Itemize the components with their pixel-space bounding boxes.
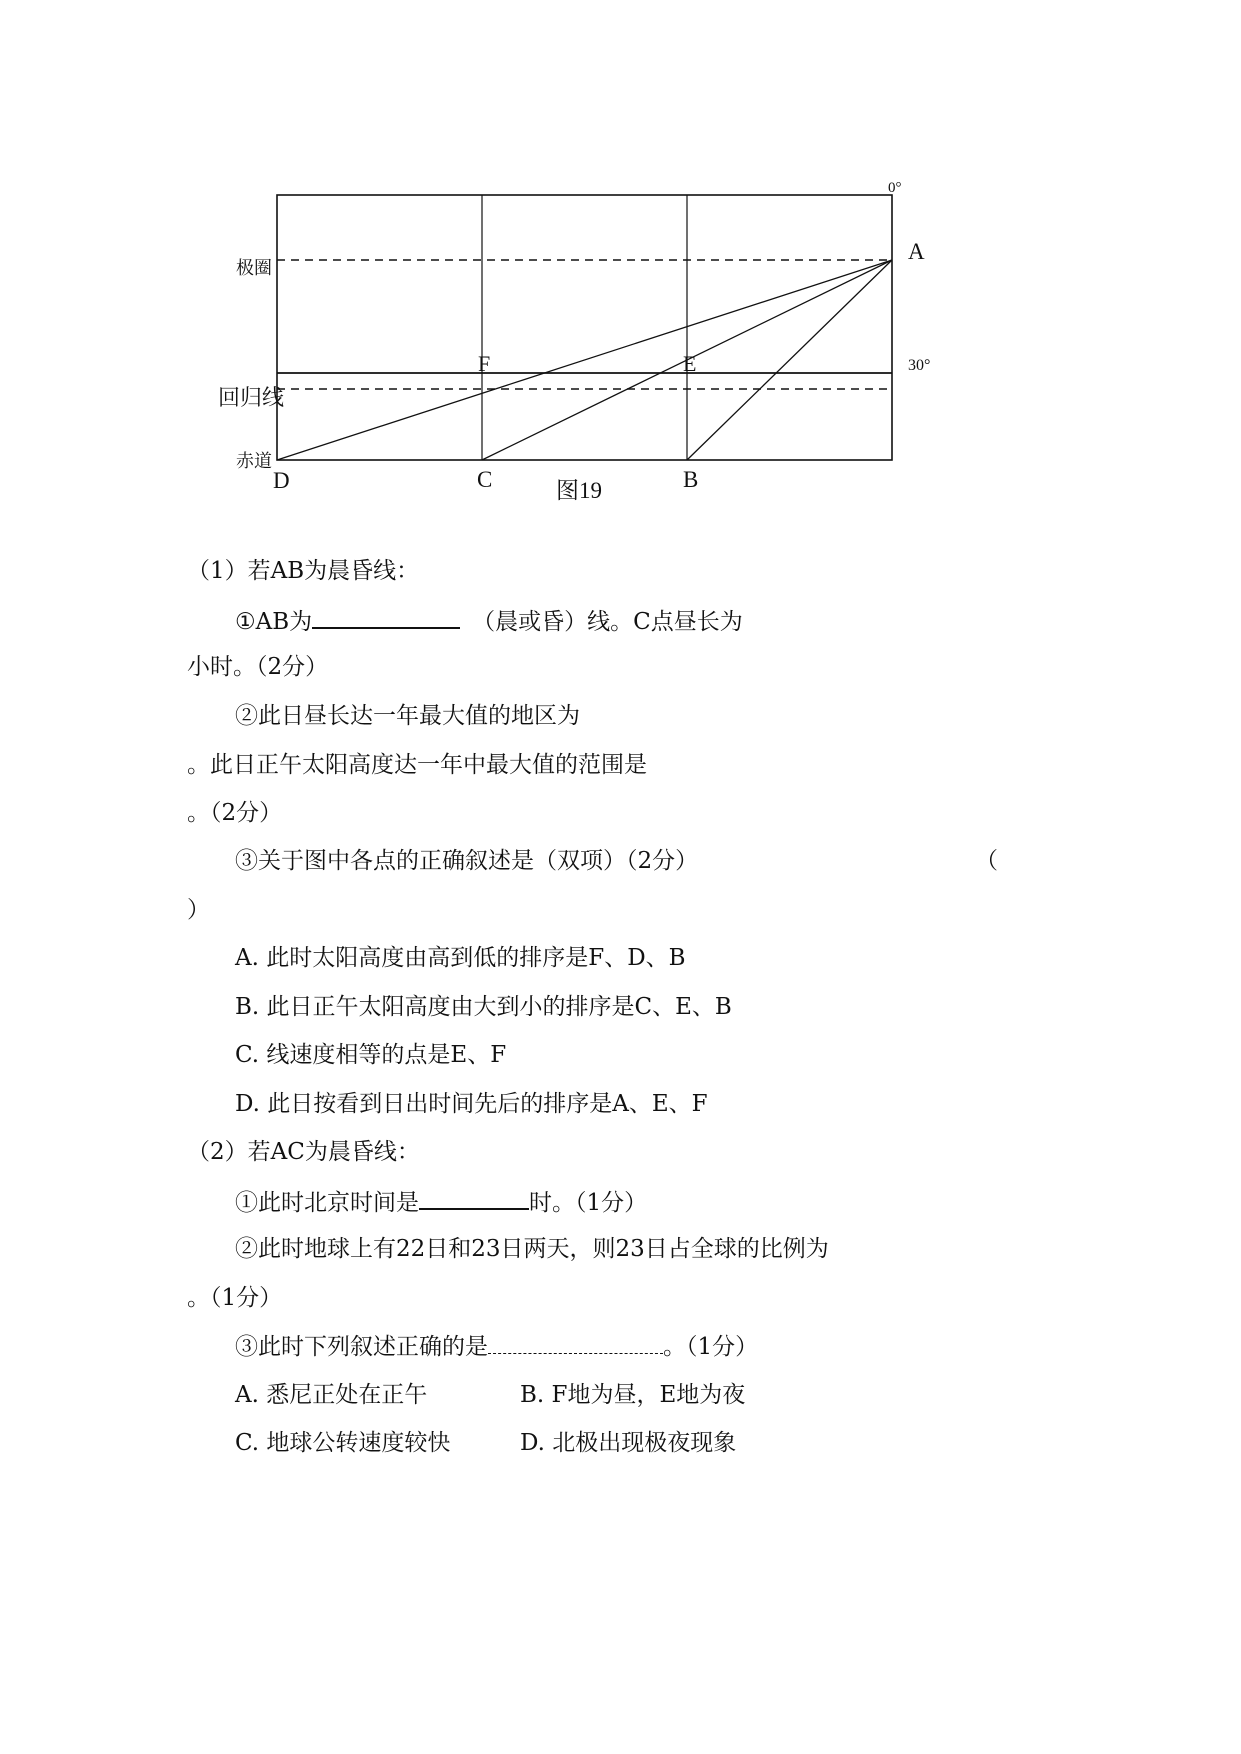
q2-3-option-c[interactable]: C. 地球公转速度较快 bbox=[235, 1430, 451, 1456]
q1-3-option-d[interactable]: D. 此日按看到日出时间先后的排序是A、E、F bbox=[235, 1091, 708, 1117]
q1-2-end: 。（2分） bbox=[187, 800, 283, 826]
label-equator: 赤道 bbox=[236, 451, 272, 471]
point-c: C bbox=[477, 467, 493, 492]
q2-3-answer-blank[interactable] bbox=[488, 1331, 663, 1354]
point-e: E bbox=[683, 351, 697, 376]
point-d: D bbox=[273, 468, 290, 493]
q2-3-option-b[interactable]: B. F地为昼，E地为夜 bbox=[520, 1382, 746, 1408]
label-polar-circle: 极圈 bbox=[236, 258, 272, 278]
q2-3-option-a[interactable]: A. 悉尼正处在正午 bbox=[235, 1382, 428, 1408]
q2-1 bbox=[235, 1186, 647, 1218]
q2-1-answer-blank[interactable] bbox=[419, 1186, 529, 1210]
line-ad bbox=[277, 260, 892, 460]
q2-title: （2）若AC为晨昏线： bbox=[187, 1139, 420, 1165]
q2-3-suffix: 。（1分） bbox=[663, 1334, 759, 1360]
label-lat-0: 0° bbox=[888, 180, 902, 196]
figure-caption: 图19 bbox=[556, 478, 602, 503]
q1-title: （1）若AB为晨昏线： bbox=[187, 558, 420, 584]
label-tropic: 回归线 bbox=[218, 385, 285, 410]
line-ab bbox=[687, 260, 892, 460]
point-a: A bbox=[908, 239, 925, 264]
q1-3-option-c[interactable]: C. 线速度相等的点是E、F bbox=[235, 1042, 507, 1068]
q2-1-prefix: ①此时北京时间是 bbox=[235, 1190, 419, 1216]
q1-3-paren-close: ） bbox=[187, 897, 210, 923]
point-f: F bbox=[478, 351, 491, 376]
grid-frame bbox=[277, 195, 892, 460]
point-b: B bbox=[683, 467, 699, 492]
q1-3-paren-open: （ bbox=[975, 848, 998, 874]
q2-1-suffix: 时。（1分） bbox=[529, 1190, 648, 1216]
q2-3-option-d[interactable]: D. 北极出现极夜现象 bbox=[520, 1430, 737, 1456]
figure-19 bbox=[0, 0, 1241, 520]
q1-2-cont: 。此日正午太阳高度达一年中最大值的范围是 bbox=[187, 752, 647, 778]
q1-3-option-b[interactable]: B. 此日正午太阳高度由大到小的排序是C、E、B bbox=[235, 994, 732, 1020]
q1-1-prefix: ①AB为 bbox=[235, 609, 313, 635]
q2-2-cont: 。（1分） bbox=[187, 1285, 283, 1311]
q2-3 bbox=[235, 1331, 758, 1362]
label-lat-30: 30° bbox=[908, 357, 931, 374]
q1-1-answer-blank[interactable] bbox=[312, 605, 460, 629]
q2-2: ②此时地球上有22日和23日两天，则23日占全球的比例为 bbox=[235, 1236, 829, 1262]
q1-3-option-a[interactable]: A. 此时太阳高度由高到低的排序是F、D、B bbox=[235, 945, 686, 971]
q1-1-suffix: （晨或昏）线。C点昼长为 bbox=[472, 609, 743, 635]
q1-1-cont: 小时。（2分） bbox=[187, 654, 329, 680]
q1-1 bbox=[235, 605, 743, 637]
q1-2: ②此日昼长达一年最大值的地区为 bbox=[235, 703, 580, 729]
q2-3-prefix: ③此时下列叙述正确的是 bbox=[235, 1334, 488, 1360]
q1-3: ③关于图中各点的正确叙述是（双项）（2分） bbox=[235, 848, 699, 874]
